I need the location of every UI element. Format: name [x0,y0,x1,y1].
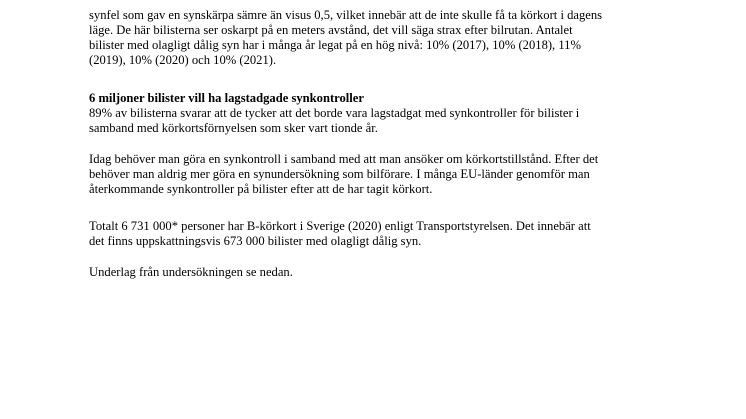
survey-line: 89% av bilisterna svarar att de tycker att det borde vara lagstadgat med synkontroller för bilister i [89,105,580,120]
survey-line: samband med körkortsförnyelsen som sker vart tionde år. [89,120,378,135]
survey-paragraph [89,106,669,136]
intro-paragraph [89,8,669,69]
intro-line: synfel som gav en synskärpa sämre än visus 0,5, vilket innebär att de inte skulle få ta körkort i dagens [89,7,603,22]
intro-line: bilister med olagligt dålig syn har i många år legat på en hög nivå: 10% (2017), 10% (2018), 11% [89,38,581,52]
intro-line: läge. De här bilisterna ser oskarpt på en meters avstånd, det vill säga strax efter bilrutan. Antalet [89,22,573,37]
total-licenses-line: det finns uppskattningsvis 673 000 bilister med olagligt dålig syn. [89,233,422,248]
section-heading: 6 miljoner bilister vill ha lagstadgade synkontroller [89,90,364,105]
current-practice-line: behöver man aldrig mer göra en synundersökning som bilförare. I många EU-länder genomför man [89,166,590,181]
current-practice-paragraph [89,152,669,198]
reference-paragraph: Underlag från undersökningen se nedan. [89,264,293,279]
total-licenses-paragraph [89,219,669,249]
current-practice-line: Idag behöver man göra en synkontroll i samband med att man ansöker om körkortstillstånd. Efter det [89,151,599,166]
current-practice-line: återkommande synkontroller på bilister efter att de har tagit körkort. [89,182,433,196]
intro-line: (2019), 10% (2020) och 10% (2021). [89,53,277,68]
total-licenses-line: Totalt 6 731 000* personer har B-körkort i Sverige (2020) enligt Transportstyrelsen. Det innebär att [89,218,591,233]
